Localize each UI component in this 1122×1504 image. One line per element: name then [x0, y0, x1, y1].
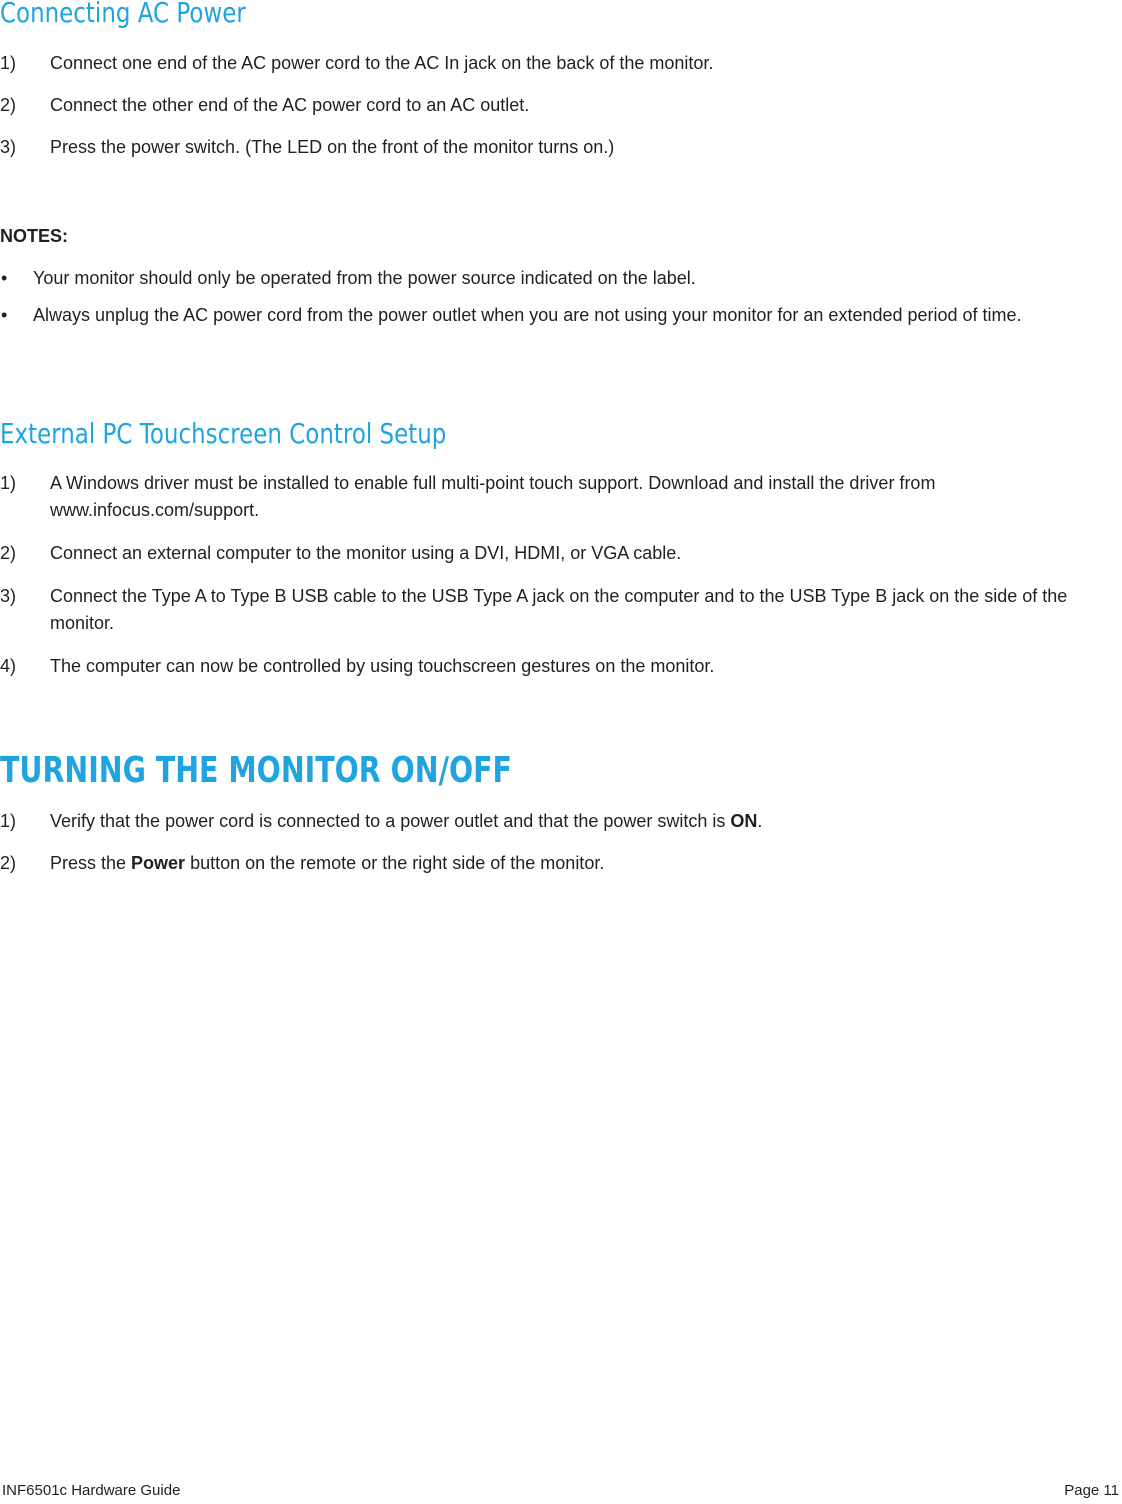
step-number: 2) — [0, 853, 17, 873]
step-text: A Windows driver must be installed to enable full multi-point touch support. Download and install the driver from www.infocus.com/support. — [50, 473, 936, 520]
step-text: Connect the Type A to Type B USB cable to the USB Type A jack on the computer and to the USB Type B jack on the side of the monitor. — [50, 586, 1068, 633]
step-text-post: . — [757, 811, 763, 831]
step-text: Connect an external computer to the monitor using a DVI, HDMI, or VGA cable. — [50, 543, 682, 563]
section-heading-ac-power: Connecting AC Power — [0, 0, 246, 29]
step-number: 1) — [0, 473, 17, 493]
list-item — [0, 808, 1122, 835]
step-text-post: button on the remote or the right side of the monitor. — [185, 853, 605, 873]
step-text-bold: ON — [730, 811, 758, 831]
step-number: 3) — [0, 137, 17, 157]
list-item — [0, 540, 1122, 567]
touch-setup-steps — [0, 470, 1122, 680]
footer-document-title: INF6501c Hardware Guide — [2, 1482, 181, 1499]
section-heading-turning-on-off: TURNING THE MONITOR ON/OFF — [0, 750, 512, 791]
bullet-icon: • — [1, 305, 8, 325]
step-text: Press the power switch. (The LED on the front of the monitor turns on.) — [50, 137, 615, 157]
note-text: Always unplug the AC power cord from the power outlet when you are not using your monitor for an extended period of time. — [33, 305, 1022, 325]
section-heading-touch-setup: External PC Touchscreen Control Setup — [0, 417, 447, 450]
step-text-bold: Power — [131, 853, 186, 873]
step-number: 1) — [0, 811, 17, 831]
list-item — [0, 653, 1122, 680]
step-text: Connect the other end of the AC power cord to an AC outlet. — [50, 95, 530, 115]
step-number: 2) — [0, 95, 17, 115]
step-text-pre: Press the — [50, 853, 132, 873]
step-text — [50, 850, 1122, 877]
step-number: 3) — [0, 586, 17, 606]
notes-list — [0, 265, 1122, 329]
list-item — [0, 50, 1122, 77]
step-text-pre: Verify that the power cord is connected to a power outlet and that the power switch is — [50, 811, 731, 831]
note-text: Your monitor should only be operated from the power source indicated on the label. — [33, 268, 696, 288]
list-item — [0, 583, 1122, 637]
step-text: The computer can now be controlled by using touchscreen gestures on the monitor. — [50, 656, 715, 676]
list-item — [0, 265, 1122, 292]
list-item — [0, 302, 1122, 329]
list-item — [0, 850, 1122, 877]
turning-on-steps — [0, 808, 1122, 877]
bullet-icon: • — [1, 268, 8, 288]
step-number: 4) — [0, 656, 17, 676]
list-item — [0, 470, 1122, 524]
notes-label: NOTES: — [0, 226, 69, 246]
step-number: 1) — [0, 53, 17, 73]
list-item — [0, 92, 1122, 119]
step-text: Connect one end of the AC power cord to the AC In jack on the back of the monitor. — [50, 53, 714, 73]
step-number: 2) — [0, 543, 17, 563]
ac-power-steps — [0, 50, 1122, 161]
list-item — [0, 134, 1122, 161]
footer-page-number: Page 11 — [1064, 1482, 1119, 1499]
step-text — [50, 808, 1122, 835]
